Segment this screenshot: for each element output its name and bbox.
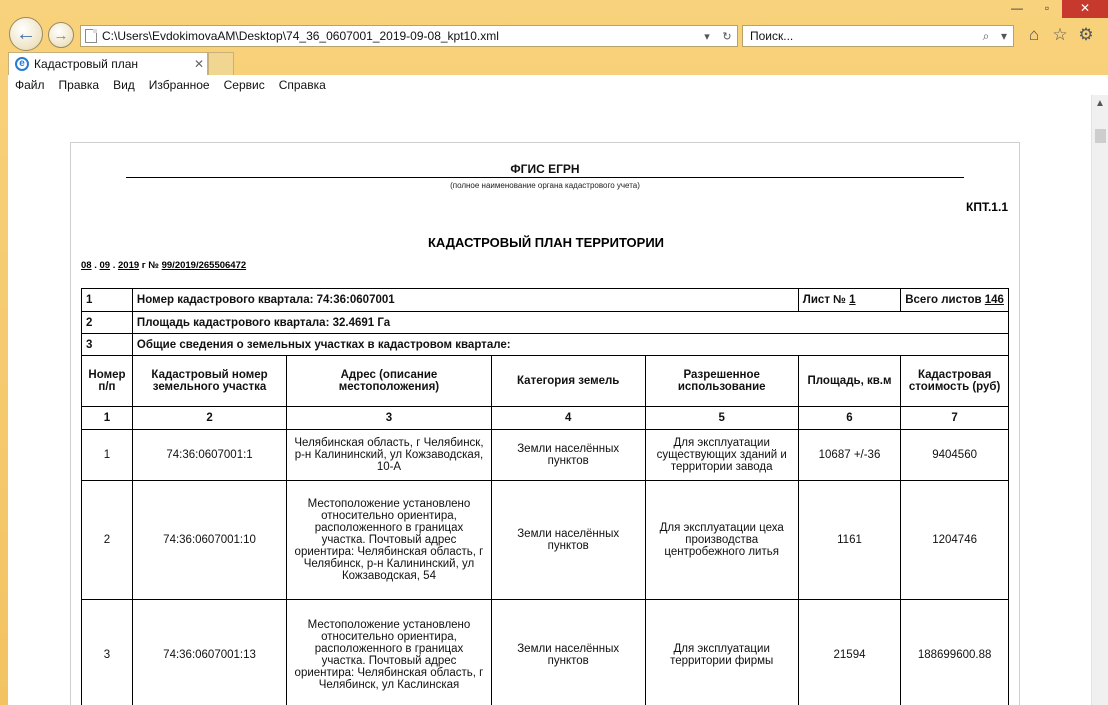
permitted-use: Для эксплуатации территории фирмы bbox=[645, 600, 798, 705]
vertical-scrollbar[interactable] bbox=[1091, 95, 1108, 705]
new-tab-button[interactable] bbox=[208, 52, 234, 75]
cadastral-number: 74:36:0607001:10 bbox=[132, 481, 286, 600]
close-window-button[interactable]: ✕ bbox=[1062, 0, 1108, 18]
menu-help[interactable]: Справка bbox=[278, 78, 326, 92]
row3-number: 3 bbox=[82, 334, 133, 356]
column-number: 4 bbox=[491, 407, 645, 430]
document-title: КАДАСТРОВЫЙ ПЛАН ТЕРРИТОРИИ bbox=[427, 235, 665, 250]
row-number: 1 bbox=[82, 430, 133, 481]
cadastral-cost: 9404560 bbox=[901, 430, 1009, 481]
document-date: 08 . 09 . 2019 г № 99/2019/265506472 bbox=[81, 260, 247, 271]
close-tab-icon[interactable]: ✕ bbox=[193, 57, 205, 71]
search-options-icon[interactable]: ▾ bbox=[1000, 29, 1008, 43]
menu-bar bbox=[8, 75, 1108, 95]
number-prefix: г № bbox=[141, 260, 159, 271]
date-day: 08 bbox=[81, 260, 92, 271]
refresh-icon[interactable]: ↻ bbox=[722, 30, 732, 43]
land-category: Земли населённых пунктов bbox=[491, 600, 645, 705]
total-number: 146 bbox=[984, 294, 1004, 306]
row-number: 3 bbox=[82, 600, 133, 705]
menu-favorites[interactable]: Избранное bbox=[148, 78, 210, 92]
total-label: Всего листов bbox=[905, 294, 982, 306]
column-number: 1 bbox=[82, 407, 133, 430]
search-dropdown-icon[interactable]: ▾ bbox=[704, 30, 710, 43]
row-number: 2 bbox=[82, 481, 133, 600]
tab-row bbox=[0, 52, 1108, 75]
sheet-cell bbox=[798, 289, 900, 312]
form-code: КПТ.1.1 bbox=[966, 200, 1008, 214]
menu-tools[interactable]: Сервис bbox=[223, 78, 265, 92]
table-row bbox=[82, 600, 1009, 705]
search-input[interactable]: Поиск... bbox=[750, 29, 794, 43]
header-cell: Номер п/п bbox=[82, 356, 133, 407]
header-row bbox=[82, 356, 1009, 407]
table-row bbox=[82, 481, 1009, 600]
header-cell: Кадастровый номер земельного участка bbox=[132, 356, 286, 407]
address: Челябинская область, г Челябинск, р-н Калининский, ул Кожзаводская, 10-А bbox=[287, 430, 492, 481]
cadastral-number: 74:36:0607001:13 bbox=[132, 600, 286, 705]
home-icon[interactable]: ⌂ bbox=[1028, 25, 1040, 44]
area: 1161 bbox=[798, 481, 900, 600]
header-cell: Площадь, кв.м bbox=[798, 356, 900, 407]
date-month: 09 bbox=[99, 260, 111, 271]
permitted-use: Для эксплуатации цеха производства центробежного литья bbox=[645, 481, 798, 600]
address: Местоположение установлено относительно ориентира, расположенного в границах участка. Почтовый адрес ориентира: Челябинская область, г Челябинск, ул Каслинская bbox=[287, 600, 492, 705]
table-row bbox=[82, 312, 1009, 334]
table-row bbox=[82, 430, 1009, 481]
scroll-thumb[interactable] bbox=[1095, 129, 1106, 143]
page-content bbox=[8, 95, 1108, 705]
header-cell: Категория земель bbox=[491, 356, 645, 407]
search-box[interactable] bbox=[742, 25, 1014, 47]
address: Местоположение установлено относительно ориентира, расположенного в границах участка. Почтовый адрес ориентира: Челябинская область, г Челябинск, р-н Калининский, ул Кожзаводская, 54 bbox=[287, 481, 492, 600]
page-icon bbox=[85, 29, 97, 43]
forward-button[interactable] bbox=[48, 22, 74, 48]
column-number: 6 bbox=[798, 407, 900, 430]
menu-view[interactable]: Вид bbox=[113, 78, 135, 92]
total-cell bbox=[901, 289, 1009, 312]
favorites-star-icon[interactable]: ☆ bbox=[1052, 25, 1068, 44]
org-name: ФГИС ЕГРН bbox=[126, 162, 964, 178]
header-cell: Разрешенное использование bbox=[645, 356, 798, 407]
back-button[interactable] bbox=[9, 17, 43, 51]
column-number: 3 bbox=[287, 407, 492, 430]
navigation-bar bbox=[0, 14, 1108, 54]
arrow-right-icon: → bbox=[53, 26, 69, 44]
quarter-number: Номер кадастрового квартала: 74:36:0607001 bbox=[132, 289, 798, 312]
address-bar[interactable] bbox=[80, 25, 738, 47]
arrow-left-icon: ← bbox=[16, 22, 36, 45]
gear-icon[interactable]: ⚙ bbox=[1078, 25, 1094, 44]
org-note: (полное наименование органа кадастрового учета) bbox=[450, 181, 640, 190]
land-category: Земли населённых пунктов bbox=[491, 430, 645, 481]
menu-file[interactable]: Файл bbox=[15, 78, 45, 92]
document-number: 99/2019/265506472 bbox=[161, 260, 247, 271]
header-cell: Кадастровая стоимость (руб) bbox=[901, 356, 1009, 407]
sheet-label: Лист № bbox=[802, 294, 846, 306]
column-number: 2 bbox=[132, 407, 286, 430]
toolbar-icons bbox=[1024, 25, 1096, 45]
cadastral-cost: 1204746 bbox=[901, 481, 1009, 600]
table-row bbox=[82, 289, 1009, 312]
quarter-area: Площадь кадастрового квартала: 32.4691 Га bbox=[132, 312, 1008, 334]
sheet-number: 1 bbox=[849, 294, 856, 306]
column-number: 5 bbox=[645, 407, 798, 430]
scroll-up-icon[interactable]: ▲ bbox=[1095, 98, 1105, 109]
cadastral-table bbox=[81, 288, 1009, 705]
table-row bbox=[82, 334, 1009, 356]
ie-logo-icon: e bbox=[15, 57, 29, 71]
date-year: 2019 bbox=[118, 260, 140, 271]
maximize-button[interactable]: ▫ bbox=[1044, 1, 1050, 15]
minimize-button[interactable]: — bbox=[1011, 1, 1023, 15]
header-cell: Адрес (описание местоположения) bbox=[287, 356, 492, 407]
column-number: 7 bbox=[901, 407, 1009, 430]
row1-number: 1 bbox=[82, 289, 133, 312]
cadastral-cost: 188699600.88 bbox=[901, 600, 1009, 705]
address-url[interactable]: C:\Users\EvdokimovaAM\Desktop\74_36_0607001_2019-09-08_kpt10.xml bbox=[102, 29, 499, 43]
parcels-heading: Общие сведения о земельных участках в кадастровом квартале: bbox=[132, 334, 1008, 356]
menu-edit[interactable]: Правка bbox=[58, 78, 100, 92]
document-sheet bbox=[70, 142, 1020, 705]
permitted-use: Для эксплуатации существующих зданий и территории завода bbox=[645, 430, 798, 481]
cadastral-number: 74:36:0607001:1 bbox=[132, 430, 286, 481]
search-icon[interactable]: ⌕ bbox=[982, 28, 990, 43]
tab-label: Кадастровый план bbox=[34, 57, 139, 71]
land-category: Земли населённых пунктов bbox=[491, 481, 645, 600]
tab-kadastr[interactable] bbox=[8, 52, 208, 75]
row2-number: 2 bbox=[82, 312, 133, 334]
area: 10687 +/-36 bbox=[798, 430, 900, 481]
column-number-row bbox=[82, 407, 1009, 430]
area: 21594 bbox=[798, 600, 900, 705]
